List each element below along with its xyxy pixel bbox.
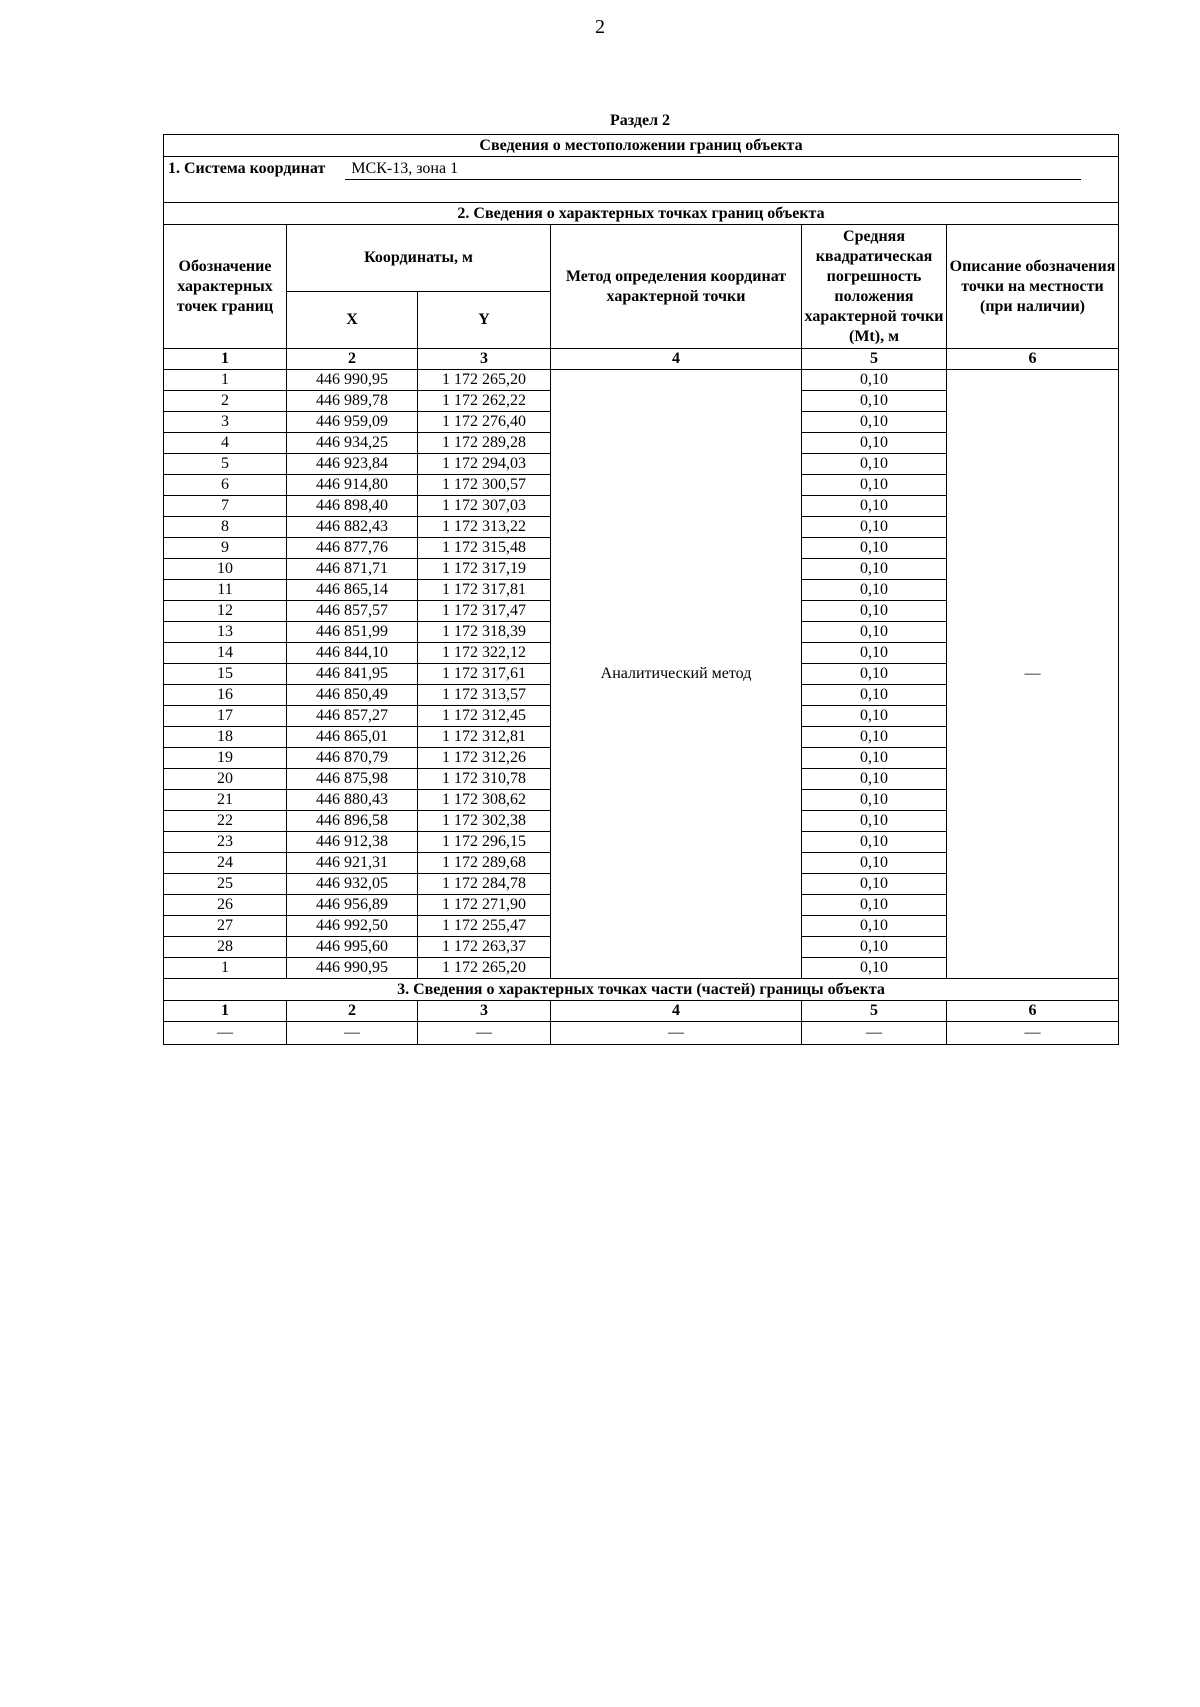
point-y: 1 172 262,22 (418, 391, 551, 412)
point-mt: 0,10 (802, 685, 947, 706)
col-number: 6 (947, 1001, 1119, 1022)
point-number: 16 (164, 685, 287, 706)
point-x: 446 865,14 (287, 580, 418, 601)
parts-cell: — (418, 1022, 551, 1045)
point-number: 25 (164, 874, 287, 895)
col-number: 2 (287, 349, 418, 370)
point-number: 13 (164, 622, 287, 643)
point-y: 1 172 255,47 (418, 916, 551, 937)
point-y: 1 172 294,03 (418, 454, 551, 475)
point-x: 446 865,01 (287, 727, 418, 748)
point-x: 446 851,99 (287, 622, 418, 643)
col-number: 1 (164, 1001, 287, 1022)
points-body (164, 370, 1119, 979)
col-number: 4 (551, 349, 802, 370)
point-y: 1 172 310,78 (418, 769, 551, 790)
header-description: Описание обозначения точки на местности (при наличии) (947, 225, 1119, 349)
points-section-title: 2. Сведения о характерных точках границ объекта (164, 203, 1119, 225)
point-mt: 0,10 (802, 727, 947, 748)
point-mt: 0,10 (802, 916, 947, 937)
point-y: 1 172 315,48 (418, 538, 551, 559)
point-y: 1 172 284,78 (418, 874, 551, 895)
header-designation: Обозначение характерных точек границ (164, 225, 287, 349)
banner-title: Сведения о местоположении границ объекта (164, 135, 1119, 157)
col-number: 3 (418, 349, 551, 370)
point-y: 1 172 317,81 (418, 580, 551, 601)
parts-cell: — (551, 1022, 802, 1045)
point-y: 1 172 317,47 (418, 601, 551, 622)
point-mt: 0,10 (802, 517, 947, 538)
table-row (164, 370, 1119, 391)
point-number: 11 (164, 580, 287, 601)
col-number: 3 (418, 1001, 551, 1022)
point-mt: 0,10 (802, 643, 947, 664)
point-mt: 0,10 (802, 412, 947, 433)
col-number: 6 (947, 349, 1119, 370)
point-x: 446 912,38 (287, 832, 418, 853)
point-x: 446 870,79 (287, 748, 418, 769)
point-x: 446 898,40 (287, 496, 418, 517)
section-title: Раздел 2 (609, 112, 671, 129)
point-y: 1 172 317,19 (418, 559, 551, 580)
header-coords: Координаты, м (287, 225, 551, 292)
point-y: 1 172 308,62 (418, 790, 551, 811)
point-x: 446 992,50 (287, 916, 418, 937)
point-mt: 0,10 (802, 853, 947, 874)
parts-cell: — (287, 1022, 418, 1045)
parts-row (164, 1022, 1119, 1045)
point-x: 446 875,98 (287, 769, 418, 790)
point-y: 1 172 289,28 (418, 433, 551, 454)
point-x: 446 989,78 (287, 391, 418, 412)
point-y: 1 172 312,45 (418, 706, 551, 727)
coord-system-value: МСК-13, зона 1 (345, 159, 1081, 180)
point-mt: 0,10 (802, 496, 947, 517)
point-mt: 0,10 (802, 895, 947, 916)
point-x: 446 841,95 (287, 664, 418, 685)
point-x: 446 932,05 (287, 874, 418, 895)
point-number: 14 (164, 643, 287, 664)
point-x: 446 921,31 (287, 853, 418, 874)
boundary-document (163, 134, 1118, 1045)
point-number: 22 (164, 811, 287, 832)
point-mt: 0,10 (802, 454, 947, 475)
point-mt: 0,10 (802, 874, 947, 895)
point-y: 1 172 313,22 (418, 517, 551, 538)
point-number: 6 (164, 475, 287, 496)
point-number: 21 (164, 790, 287, 811)
header-accuracy: Средняя квадратическая погрешность положения характерной точки (Mt), м (802, 225, 947, 349)
point-x: 446 990,95 (287, 958, 418, 979)
coord-system-gap (164, 180, 1119, 203)
point-number: 28 (164, 937, 287, 958)
point-x: 446 914,80 (287, 475, 418, 496)
point-y: 1 172 312,26 (418, 748, 551, 769)
point-mt: 0,10 (802, 958, 947, 979)
point-mt: 0,10 (802, 769, 947, 790)
point-y: 1 172 263,37 (418, 937, 551, 958)
boundary-table (163, 134, 1119, 1045)
point-x: 446 871,71 (287, 559, 418, 580)
point-number: 18 (164, 727, 287, 748)
point-y: 1 172 300,57 (418, 475, 551, 496)
method-cell: Аналитический метод (551, 370, 802, 979)
point-mt: 0,10 (802, 811, 947, 832)
point-mt: 0,10 (802, 706, 947, 727)
point-number: 7 (164, 496, 287, 517)
point-y: 1 172 296,15 (418, 832, 551, 853)
parts-column-numbers-row (164, 1001, 1119, 1022)
coord-system-label: 1. Система координат (168, 160, 326, 177)
point-number: 23 (164, 832, 287, 853)
parts-cell: — (164, 1022, 287, 1045)
point-x: 446 923,84 (287, 454, 418, 475)
parts-cell: — (802, 1022, 947, 1045)
point-y: 1 172 313,57 (418, 685, 551, 706)
point-number: 19 (164, 748, 287, 769)
point-number: 12 (164, 601, 287, 622)
point-x: 446 850,49 (287, 685, 418, 706)
header-y: Y (418, 292, 551, 349)
point-y: 1 172 276,40 (418, 412, 551, 433)
point-x: 446 934,25 (287, 433, 418, 454)
point-y: 1 172 318,39 (418, 622, 551, 643)
point-y: 1 172 265,20 (418, 958, 551, 979)
col-number: 1 (164, 349, 287, 370)
point-mt: 0,10 (802, 664, 947, 685)
point-mt: 0,10 (802, 601, 947, 622)
point-number: 10 (164, 559, 287, 580)
point-y: 1 172 312,81 (418, 727, 551, 748)
point-number: 24 (164, 853, 287, 874)
point-mt: 0,10 (802, 937, 947, 958)
parts-section-title: 3. Сведения о характерных точках части (частей) границы объекта (164, 979, 1119, 1001)
point-y: 1 172 271,90 (418, 895, 551, 916)
point-y: 1 172 322,12 (418, 643, 551, 664)
coord-system-row (164, 157, 1119, 181)
point-mt: 0,10 (802, 790, 947, 811)
header-method: Метод определения координат характерной точки (551, 225, 802, 349)
point-number: 5 (164, 454, 287, 475)
parts-cell: — (947, 1022, 1119, 1045)
point-x: 446 896,58 (287, 811, 418, 832)
col-number: 2 (287, 1001, 418, 1022)
point-number: 17 (164, 706, 287, 727)
point-mt: 0,10 (802, 559, 947, 580)
point-mt: 0,10 (802, 538, 947, 559)
point-number: 2 (164, 391, 287, 412)
col-number: 5 (802, 1001, 947, 1022)
point-mt: 0,10 (802, 370, 947, 391)
point-mt: 0,10 (802, 580, 947, 601)
point-y: 1 172 265,20 (418, 370, 551, 391)
point-mt: 0,10 (802, 391, 947, 412)
point-y: 1 172 307,03 (418, 496, 551, 517)
point-number: 3 (164, 412, 287, 433)
page-number: 2 (595, 16, 605, 38)
point-mt: 0,10 (802, 475, 947, 496)
description-cell: — (947, 370, 1119, 979)
column-numbers-row (164, 349, 1119, 370)
point-x: 446 857,57 (287, 601, 418, 622)
col-number: 4 (551, 1001, 802, 1022)
col-number: 5 (802, 349, 947, 370)
point-mt: 0,10 (802, 622, 947, 643)
point-number: 9 (164, 538, 287, 559)
point-number: 4 (164, 433, 287, 454)
point-x: 446 877,76 (287, 538, 418, 559)
point-x: 446 844,10 (287, 643, 418, 664)
point-x: 446 959,09 (287, 412, 418, 433)
point-number: 27 (164, 916, 287, 937)
header-x: X (287, 292, 418, 349)
point-x: 446 995,60 (287, 937, 418, 958)
point-x: 446 956,89 (287, 895, 418, 916)
point-number: 20 (164, 769, 287, 790)
point-y: 1 172 317,61 (418, 664, 551, 685)
point-mt: 0,10 (802, 748, 947, 769)
point-number: 15 (164, 664, 287, 685)
point-number: 1 (164, 370, 287, 391)
point-y: 1 172 289,68 (418, 853, 551, 874)
point-mt: 0,10 (802, 832, 947, 853)
point-x: 446 882,43 (287, 517, 418, 538)
point-number: 1 (164, 958, 287, 979)
point-y: 1 172 302,38 (418, 811, 551, 832)
point-number: 8 (164, 517, 287, 538)
point-x: 446 880,43 (287, 790, 418, 811)
point-x: 446 857,27 (287, 706, 418, 727)
point-mt: 0,10 (802, 433, 947, 454)
point-number: 26 (164, 895, 287, 916)
point-x: 446 990,95 (287, 370, 418, 391)
